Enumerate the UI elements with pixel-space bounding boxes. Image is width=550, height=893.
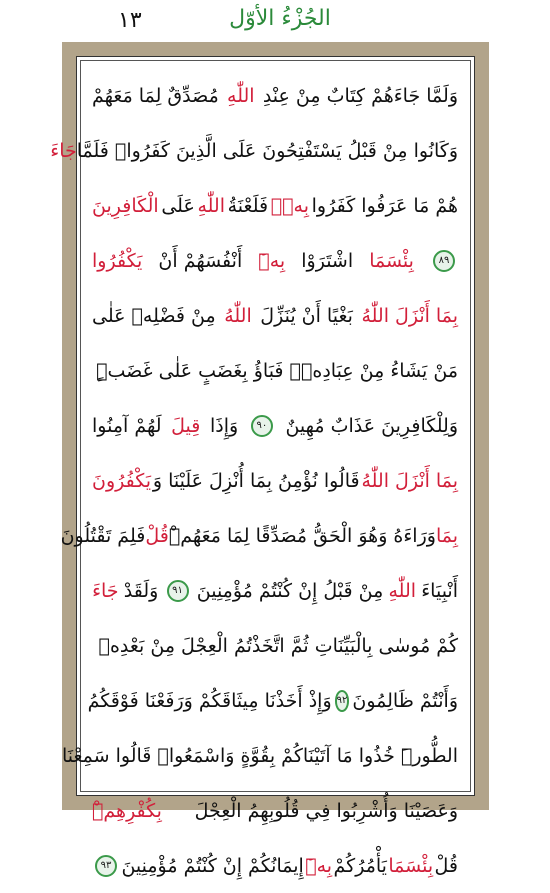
- text-segment: يَأْمُرُكُمْ: [333, 854, 387, 877]
- text-segment: فَلِمَ تَقْتُلُونَ: [60, 524, 146, 547]
- highlighted-word: بِمَا أَنْزَلَ اللّٰهُ: [361, 304, 458, 327]
- text-line: [92, 178, 458, 233]
- text-segment: وَعَصَيْنَا وَأُشْرِبُوا فِي قُلُوبِهِمُ الْعِجْلَ: [194, 799, 458, 822]
- highlighted-word: اللّٰهِ: [197, 194, 225, 217]
- highlighted-word: يَكْفُرُونَ: [92, 469, 152, 492]
- text-line: [92, 563, 458, 618]
- text-segment: قَالُوا نُؤْمِنُ بِمَا أُنْزِلَ عَلَيْنَا وَ: [152, 469, 360, 492]
- highlighted-word: بِهٖۘ: [270, 194, 310, 217]
- highlighted-word: جَاءَ: [92, 579, 119, 602]
- text-segment: مِنْ فَضْلِهٖ عَلٰى: [92, 304, 216, 327]
- text-line: [92, 398, 458, 453]
- highlighted-word: الْكَافِرِينَ: [92, 194, 159, 217]
- text-line: [92, 838, 458, 893]
- text-segment: فَلَعْنَةُ: [227, 194, 269, 217]
- text-segment: وَلَقَدْ: [123, 579, 159, 602]
- text-segment: كُمْ مُوسٰى بِالْبَيِّنَاتِ ثُمَّ اتَّخَذْتُمُ الْعِجْلَ مِنْ بَعْدِهٖ: [98, 634, 458, 657]
- text-line: [50, 123, 458, 178]
- text-segment: وَلِلْكَافِرِينَ عَذَابٌ مُهِينٌ: [285, 414, 458, 437]
- text-line: [92, 68, 458, 123]
- text-segment: إِيمَانُكُمْ إِنْ كُنْتُمْ مُؤْمِنِينَ: [121, 854, 304, 877]
- ayah-number-marker: ٩٣: [95, 855, 117, 877]
- ayah-number-marker: ٩١: [167, 580, 189, 602]
- highlighted-word: اللّٰهِ: [227, 84, 255, 107]
- text-line: [92, 618, 458, 673]
- text-line: [92, 233, 458, 288]
- text-segment: قُلْ: [434, 854, 458, 877]
- text-line: [92, 343, 458, 398]
- text-segment: وَرَاءَهُ وَهُوَ الْحَقُّ مُصَدِّقًا لِمَا مَعَهُمْۜ: [168, 524, 436, 547]
- highlighted-word: اللّٰهِ: [388, 579, 417, 602]
- text-segment: وَلَمَّا جَاءَهُمْ كِتَابٌ مِنْ عِنْدِ: [262, 84, 458, 107]
- text-line: [92, 288, 458, 343]
- text-segment: وَإِذْ أَخَذْنَا مِيثَاقَكُمْ وَرَفَعْنَا فَوْقَكُمُ: [87, 689, 332, 712]
- text-segment: مُصَدِّقٌ لِمَا مَعَهُمْ: [92, 84, 219, 107]
- text-segment: مَنْ يَشَاءُ مِنْ عِبَادِهٖۚ فَبَاؤُ بِغَضَبٍ عَلٰى غَضَبٍۜ: [96, 359, 458, 382]
- text-segment: لَهُمْ آمِنُوا: [92, 414, 162, 437]
- highlighted-word: بِهٖٓ: [305, 854, 333, 877]
- text-line: [92, 453, 458, 508]
- highlighted-word: يَكْفُرُوا: [92, 249, 143, 272]
- highlighted-word: بِكُفْرِهِمْۜ: [92, 799, 162, 822]
- highlighted-word: بِئْسَمَا: [388, 854, 434, 877]
- highlighted-word: قِيلَ: [171, 414, 201, 437]
- juz-title: الجُزْءُ الأوّل: [229, 6, 331, 31]
- text-segment: عَلَى: [161, 194, 195, 217]
- page-header: [0, 0, 550, 40]
- highlighted-word: بِمَا أَنْزَلَ اللّٰهُ: [361, 469, 458, 492]
- page-number: ١٣: [118, 8, 142, 33]
- text-segment: أَنْبِيَاءَ: [421, 579, 458, 602]
- text-segment: الطُّورَۜ خُذُوا مَا آتَيْنَاكُمْ بِقُوَّةٍ وَاسْمَعُواۜ قَالُوا سَمِعْنَا: [61, 744, 458, 767]
- ayah-number-marker: ٩٢: [335, 690, 350, 712]
- quran-text-block: [50, 68, 458, 877]
- highlighted-word: جَاءَ: [50, 139, 77, 162]
- text-segment: أَنْفُسَهُمْ أَنْ: [158, 249, 243, 272]
- text-line: [92, 783, 458, 838]
- text-segment: مِنْ قَبْلُ إِنْ كُنْتُمْ مُؤْمِنِينَ: [196, 579, 384, 602]
- highlighted-word: بِهٖٓ: [258, 249, 286, 272]
- ayah-number-marker: ٨٩: [433, 250, 455, 272]
- text-segment: هُمْ مَا عَرَفُوا كَفَرُوا: [311, 194, 458, 217]
- ayah-number-marker: ٩٠: [251, 415, 273, 437]
- text-line: [87, 673, 458, 728]
- text-segment: بَغْيًا أَنْ يُنَزِّلَ: [260, 304, 353, 327]
- highlighted-word: قُلْ: [145, 524, 169, 547]
- text-segment: وَإِذَا: [210, 414, 239, 437]
- highlighted-word: بِئْسَمَا: [369, 249, 414, 272]
- highlighted-word: اللّٰهُ: [224, 304, 252, 327]
- text-segment: وَكَانُوا مِنْ قَبْلُ يَسْتَفْتِحُونَ عَلَى الَّذِينَ كَفَرُواۚ فَلَمَّا: [76, 139, 458, 162]
- text-segment: اشْتَرَوْا: [301, 249, 354, 272]
- highlighted-word: بِمَا: [435, 524, 458, 547]
- text-line: [61, 728, 458, 783]
- text-line: [60, 508, 458, 563]
- text-segment: وَأَنْتُمْ ظَالِمُونَ: [352, 689, 458, 712]
